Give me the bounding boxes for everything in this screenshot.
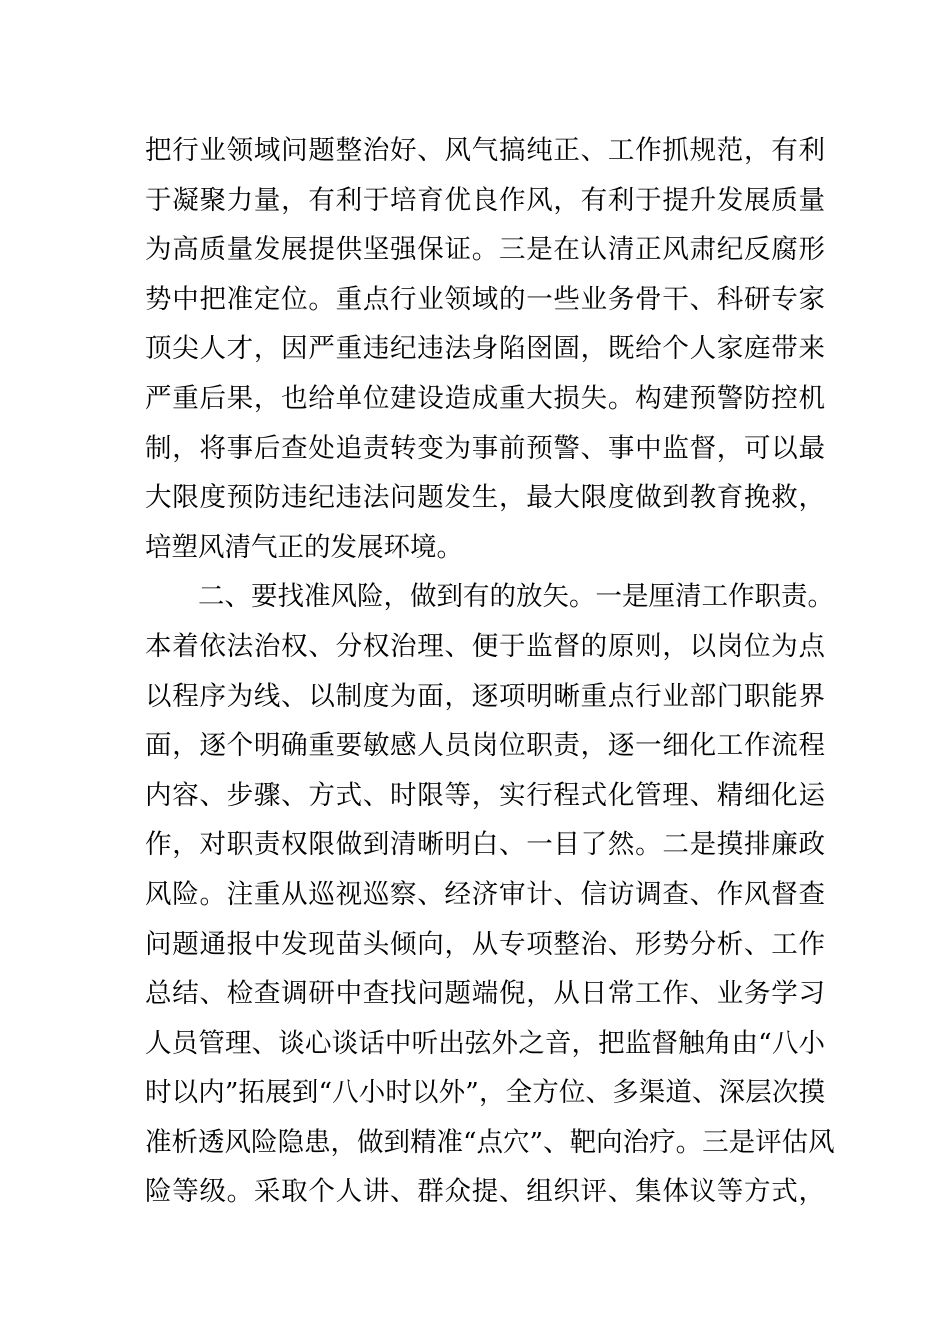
text-line: 险等级。采取个人讲、群众提、组织评、集体议等方式， — [145, 1176, 825, 1208]
text-line: 制，将事后查处追责转变为事前预警、事中监督，可以最 — [145, 432, 825, 464]
text-line: 以程序为线、以制度为面，逐项明晰重点行业部门职能界 — [145, 680, 825, 712]
document-body — [145, 126, 835, 1217]
text-line: 为高质量发展提供坚强保证。三是在认清正风肃纪反腐形 — [145, 234, 825, 266]
text-line: 面，逐个明确重要敏感人员岗位职责，逐一细化工作流程 — [145, 730, 825, 762]
text-line: 于凝聚力量，有利于培育优良作风，有利于提升发展质量 — [145, 184, 825, 216]
text-line: 势中把准定位。重点行业领域的一些业务骨干、科研专家 — [145, 283, 825, 315]
text-line: 时以内”拓展到“八小时以外”，全方位、多渠道、深层次摸 — [145, 1077, 825, 1109]
text-line: 顶尖人才，因严重违纪违法身陷囹圄，既给个人家庭带来 — [145, 333, 825, 365]
text-line: 严重后果，也给单位建设造成重大损失。构建预警防控机 — [145, 382, 825, 414]
text-line: 把行业领域问题整治好、风气搞纯正、工作抓规范，有利 — [145, 135, 825, 166]
text-line: 问题通报中发现苗头倾向，从专项整治、形势分析、工作 — [145, 928, 825, 960]
text-line: 人员管理、谈心谈话中听出弦外之音，把监督触角由“八小 — [145, 1027, 825, 1059]
text-line: 本着依法治权、分权治理、便于监督的原则，以岗位为点 — [145, 630, 825, 662]
text-line: 总结、检查调研中查找问题端倪，从日常工作、业务学习 — [145, 978, 825, 1010]
text-line: 内容、步骤、方式、时限等，实行程式化管理、精细化运 — [145, 779, 825, 811]
text-line: 风险。注重从巡视巡察、经济审计、信访调查、作风督查 — [145, 878, 825, 910]
text-line: 作，对职责权限做到清晰明白、一目了然。二是摸排廉政 — [145, 829, 825, 861]
text-line: 二、要找准风险，做到有的放矢。一是厘清工作职责。 — [198, 581, 834, 613]
text-line: 培塑风清气正的发展环境。 — [145, 531, 463, 563]
paragraph-2 — [145, 572, 835, 1217]
text-line: 大限度预防违纪违法问题发生，最大限度做到教育挽救， — [145, 482, 825, 514]
paragraph-1 — [145, 126, 825, 572]
text-line: 准析透风险隐患，做到精准“点穴”、靶向治疗。三是评估风 — [145, 1126, 835, 1158]
